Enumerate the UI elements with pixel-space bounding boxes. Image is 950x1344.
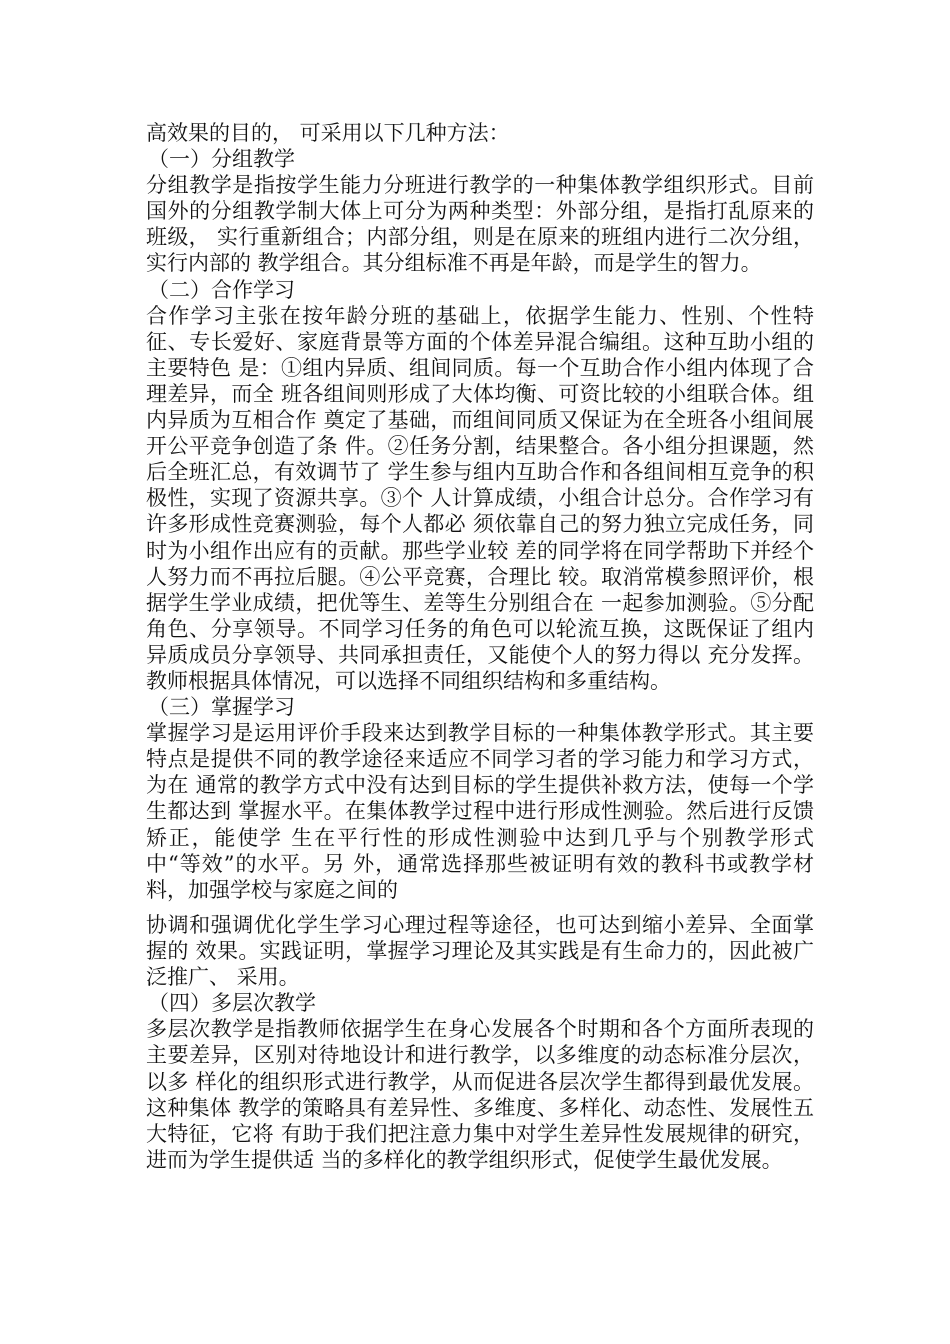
intro-line: 高效果的目的， 可采用以下几种方法： [146, 121, 510, 145]
paragraph-mastery-continued: 协调和强调优化学生学习心理过程等途径，也可达到缩小差异、全面掌握的 效果。实践证明，掌握学习理论及其实践是有生命力的，因此被广泛推广、 采用。 [146, 913, 814, 990]
section-heading-grouping: （一）分组教学 [148, 147, 295, 172]
section-heading-multilevel: （四）多层次教学 [148, 991, 316, 1016]
section-heading-cooperative: （二）合作学习 [148, 277, 295, 302]
paragraph-grouping: 分组教学是指按学生能力分班进行教学的一种集体教学组织形式。目前 国外的分组教学制大体上可分为两种类型：外部分组，是指打乱原来的班级， 实行重新组合；内部分组，则是在原来的班组内进行二次分组，实行内部的 教学组合。其分组标准不再是年龄，而是学生的智力。 [146, 173, 814, 276]
paragraph-multilevel: 多层次教学是指教师依据学生在身心发展各个时期和各个方面所表现的 主要差异，区别对待地设计和进行教学，以多维度的动态标准分层次，以多 样化的组织形式进行教学，从而促进各层次学生都得到最优发展。这种集体 教学的策略具有差异性、多维度、多样化、动态性、发展性五大特征，它将 有助于我们把注意力集中对学生差异性发展规律的研究，进而为学生提供适 当的多样化的教学组织形式，促使学生最优发展。 [146, 1017, 814, 1172]
paragraph-mastery: 掌握学习是运用评价手段来达到教学目标的一种集体教学形式。其主要 特点是提供不同的教学途径来适应不同学习者的学习能力和学习方式，为在 通常的教学方式中没有达到目标的学生提供补救方法，使每一个学生都达到 掌握水平。在集体教学过程中进行形成性测验。然后进行反馈矫正，能使学 生在平行性的形成性测验中达到几乎与个别教学形式中“等效”的水平。另 外，通常选择那些被证明有效的教科书或教学材料，加强学校与家庭之间的 [146, 721, 814, 902]
text-block-lower [146, 912, 814, 1173]
paragraph-cooperative: 合作学习主张在按年龄分班的基础上，依据学生能力、性别、个性特征、专长爱好、家庭背景等方面的个体差异混合编组。这种互助小组的主要特色 是：①组内异质、组间同质。每一个互助合作小组内体现了合理差异，而全 班各组间则形成了大体均衡、可资比较的小组联合体。组内异质为互相合作 奠定了基础，而组间同质又保证为在全班各小组间展开公平竞争创造了条 件。②任务分割，结果整合。各小组分担课题，然后全班汇总，有效调节了 学生参与组内互助合作和各组间相互竞争的积极性，实现了资源共享。③个 人计算成绩，小组合计总分。合作学习有许多形成性竞赛测验，每个人都必 须依靠自己的努力独立完成任务，同时为小组作出应有的贡献。那些学业较 差的同学将在同学帮助下并经个人努力而不再拉后腿。④公平竞赛，合理比 较。取消常模参照评价，根据学生学业成绩，把优等生、差等生分别组合在 一起参加测验。⑤分配角色、分享领导。不同学习任务的角色可以轮流互换，这既保证了组内异质成员分享领导、共同承担责任，又能使个人的努力得以 充分发挥。教师根据具体情况，可以选择不同组织结构和多重结构。 [146, 303, 814, 693]
section-heading-mastery: （三）掌握学习 [148, 695, 295, 720]
text-block-upper [146, 120, 814, 903]
